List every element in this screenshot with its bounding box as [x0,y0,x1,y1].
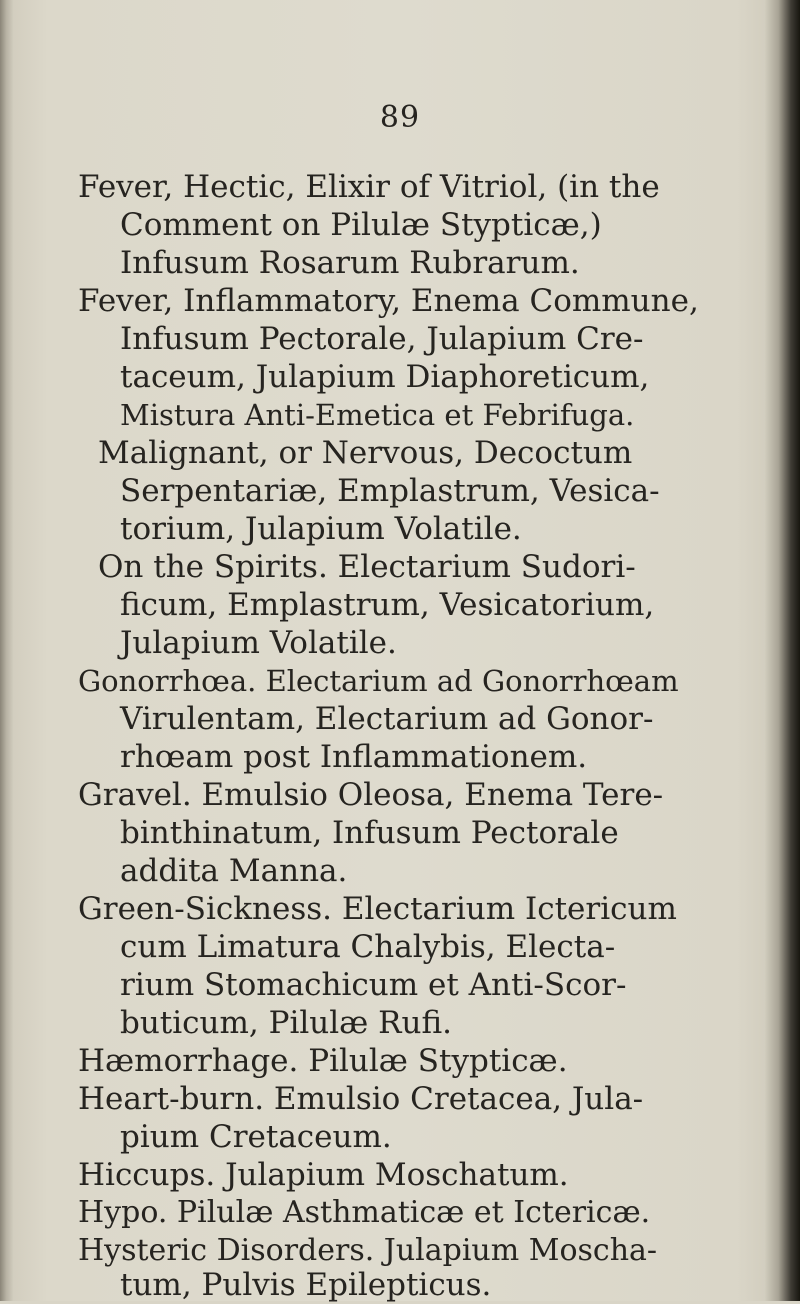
entry-line: binthinatum, Infusum Pectorale [120,815,619,851]
entry-line: pium Cretaceum. [120,1119,392,1155]
entry-line: torium, Julapium Volatile. [120,511,522,547]
entry-line: rhœam post Inflammationem. [120,739,588,775]
entry-line: On the Spirits. Electarium Sudori- [98,549,636,585]
entry-line: addita Manna. [120,853,348,889]
entry-line: Infusum Pectorale, Julapium Cre- [120,321,644,357]
entry-line: Hæmorrhage. Pilulæ Stypticæ. [78,1043,568,1079]
page-number: 89 [379,100,421,135]
entry-line: Julapium Volatile. [120,625,397,661]
entry-line: cum Limatura Chalybis, Electa- [120,929,616,965]
entry-line: taceum, Julapium Diaphoreticum, [120,359,650,395]
entry-line: Virulentam, Electarium ad Gonor- [120,701,654,737]
entry-line: Comment on Pilulæ Stypticæ,) [120,207,602,243]
entry-line: Gravel. Emulsio Oleosa, Enema Tere- [78,777,664,813]
entry-line: ficum, Emplastrum, Vesicatorium, [120,587,655,623]
entry-line: Infusum Rosarum Rubrarum. [120,245,580,281]
entry-line: Hypo. Pilulæ Asthmaticæ et Ictericæ. [78,1195,651,1230]
entry-line: Serpentariæ, Emplastrum, Vesica- [120,473,660,509]
entry-line: Hysteric Disorders. Julapium Moscha- [78,1233,658,1268]
entry-line: Fever, Hectic, Elixir of Vitriol, (in the [78,169,660,205]
entry-line: tum, Pulvis Epilepticus. [120,1267,492,1303]
entry-line: Mistura Anti-Emetica et Febrifuga. [120,398,635,432]
entry-line: Hiccups. Julapium Moschatum. [78,1157,569,1193]
entry-line: Green-Sickness. Electarium Ictericum [78,891,677,927]
entry-line: rium Stomachicum et Anti-Scor- [120,967,627,1003]
entry-line: Gonorrhœa. Electarium ad Gonorrhœam [78,664,679,698]
entry-line: Heart-burn. Emulsio Cretacea, Jula- [78,1081,644,1117]
entry-line: Fever, Inflammatory, Enema Commune, [78,283,699,319]
entry-line: Malignant, or Nervous, Decoctum [98,435,633,471]
entry-line: buticum, Pilulæ Rufi. [120,1005,453,1041]
